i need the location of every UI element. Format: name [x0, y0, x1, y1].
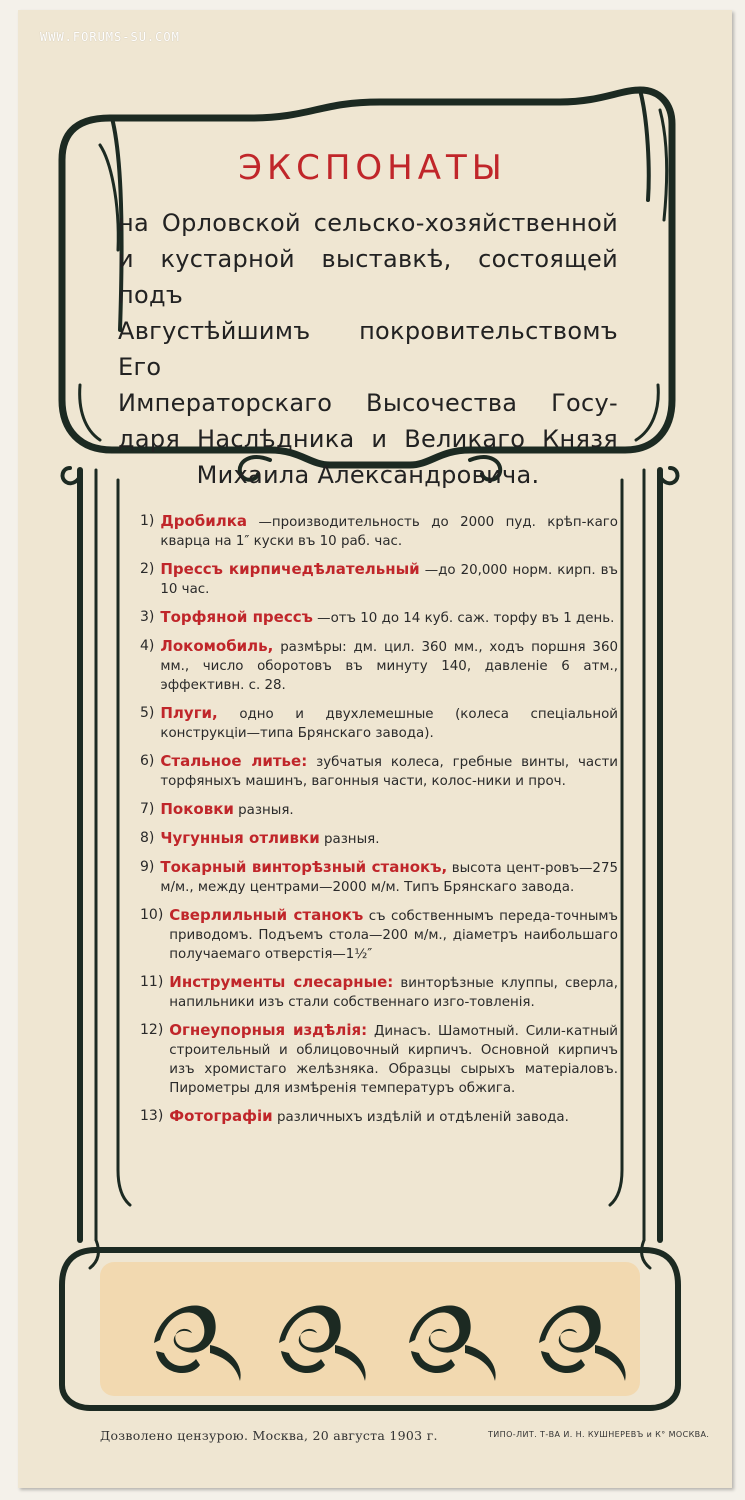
item-number: 10) — [140, 907, 164, 923]
subtitle-line: даря Наслѣдника и Великаго Князя — [118, 425, 618, 453]
list-item — [140, 973, 618, 1012]
item-name: Прессъ кирпичедѣлательный — [160, 560, 420, 578]
item-description: —производительность до 2000 пуд. крѣп-каго кварца на 1″ куски въ 10 раб. час. — [160, 515, 618, 549]
item-description: —до 20,000 норм. кирп. въ 10 час. — [160, 563, 618, 597]
item-name: Локомобиль, — [160, 637, 274, 655]
item-number: 9) — [140, 859, 155, 875]
item-name: Инструменты слесарные: — [169, 973, 394, 991]
item-name: Поковки — [160, 800, 234, 818]
subtitle-line: Августѣйшимъ покровительствомъ Его — [118, 317, 618, 381]
list-item — [140, 906, 618, 964]
item-name: Стальное литье: — [160, 752, 308, 770]
item-number: 1) — [140, 513, 155, 529]
item-description: размѣры: дм. цил. 360 мм., ходъ поршня 360 мм., число оборотовъ въ минуту 140, давленіе 6 атм., эффективн. с. 28. — [160, 640, 618, 693]
exhibit-list — [140, 512, 618, 1136]
list-item — [140, 1107, 618, 1127]
list-item — [140, 608, 618, 628]
list-item — [140, 512, 618, 551]
watermark: WWW.FORUMS-SU.COM — [40, 30, 180, 44]
item-name: Плуги, — [160, 704, 218, 722]
item-description: съ собственнымъ переда-точнымъ приводомъ. Подъемъ стола—200 м/м., діаметръ наибольшаго получаемаго отверстія—1½″ — [169, 909, 618, 962]
item-number: 4) — [140, 638, 155, 654]
item-description: винторѣзные клуппы, сверла, напильники изъ стали собственнаго изго-товленія. — [169, 976, 618, 1010]
list-item — [140, 858, 618, 897]
item-name: Огнеупорныя издѣлія: — [169, 1021, 368, 1039]
list-item — [140, 560, 618, 599]
item-number: 2) — [140, 561, 155, 577]
list-item — [140, 1021, 618, 1098]
item-name: Сверлильный станокъ — [169, 906, 364, 924]
item-description: разныя. — [238, 803, 294, 818]
censorship-note: Дозволено цензурою. Москва, 20 августа 1903 г. — [100, 1428, 438, 1443]
item-number: 13) — [140, 1108, 164, 1124]
item-number: 8) — [140, 830, 155, 846]
item-number: 7) — [140, 801, 155, 817]
item-number: 12) — [140, 1022, 164, 1038]
item-description: —отъ 10 до 14 куб. саж. торфу въ 1 день. — [317, 611, 615, 626]
item-name: Дробилка — [160, 512, 248, 530]
ornament-band — [100, 1262, 640, 1396]
item-name: Чугунныя отливки — [160, 829, 320, 847]
item-description: зубчатыя колеса, гребные винты, части торфяныхъ машинъ, вагонныя части, колос-ники и проч. — [160, 755, 618, 789]
list-item — [140, 752, 618, 791]
exhibition-description — [118, 205, 618, 493]
list-item — [140, 704, 618, 743]
item-description: различныхъ издѣлій и отдѣленій завода. — [276, 1110, 569, 1125]
item-name: Фотографіи — [169, 1107, 273, 1125]
item-number: 3) — [140, 609, 155, 625]
list-item — [140, 637, 618, 695]
subtitle-line: и кустарной выставкѣ, состоящей подъ — [118, 245, 618, 309]
item-description: разныя. — [323, 832, 380, 847]
page-title: ЭКСПОНАТЫ — [238, 148, 507, 188]
item-description: Динасъ. Шамотный. Сили-катный строительный и облицовочный кирпичъ. Основной кирпичъ изъ хромистаго желѣзняка. Образцы сырыхъ матеріаловъ. Пирометры для измѣренія температуръ обжига. — [169, 1024, 618, 1096]
item-name: Токарный винторѣзный станокъ, — [160, 858, 448, 876]
item-number: 5) — [140, 705, 155, 721]
item-description: одно и двухлемешные (колеса спеціальной конструкціи—типа Брянскаго завода). — [160, 707, 619, 741]
item-description: высота цент-ровъ—275 м/м., между центрами—2000 м/м. Типъ Брянскаго завода. — [160, 861, 618, 895]
subtitle-line: на Орловской сельско-хозяйственной — [118, 209, 618, 237]
item-number: 6) — [140, 753, 155, 769]
list-item — [140, 829, 618, 849]
item-number: 11) — [140, 974, 164, 990]
list-item — [140, 800, 618, 820]
item-name: Торфяной прессъ — [160, 608, 313, 626]
subtitle-line: Михаила Александровича. — [196, 461, 540, 489]
subtitle-line: Императорскаго Высочества Госу- — [118, 389, 618, 417]
printer-imprint: ТИПО-ЛИТ. Т-ВА И. Н. КУШНЕРЕВЪ и К° МОСКВА. — [488, 1430, 710, 1439]
